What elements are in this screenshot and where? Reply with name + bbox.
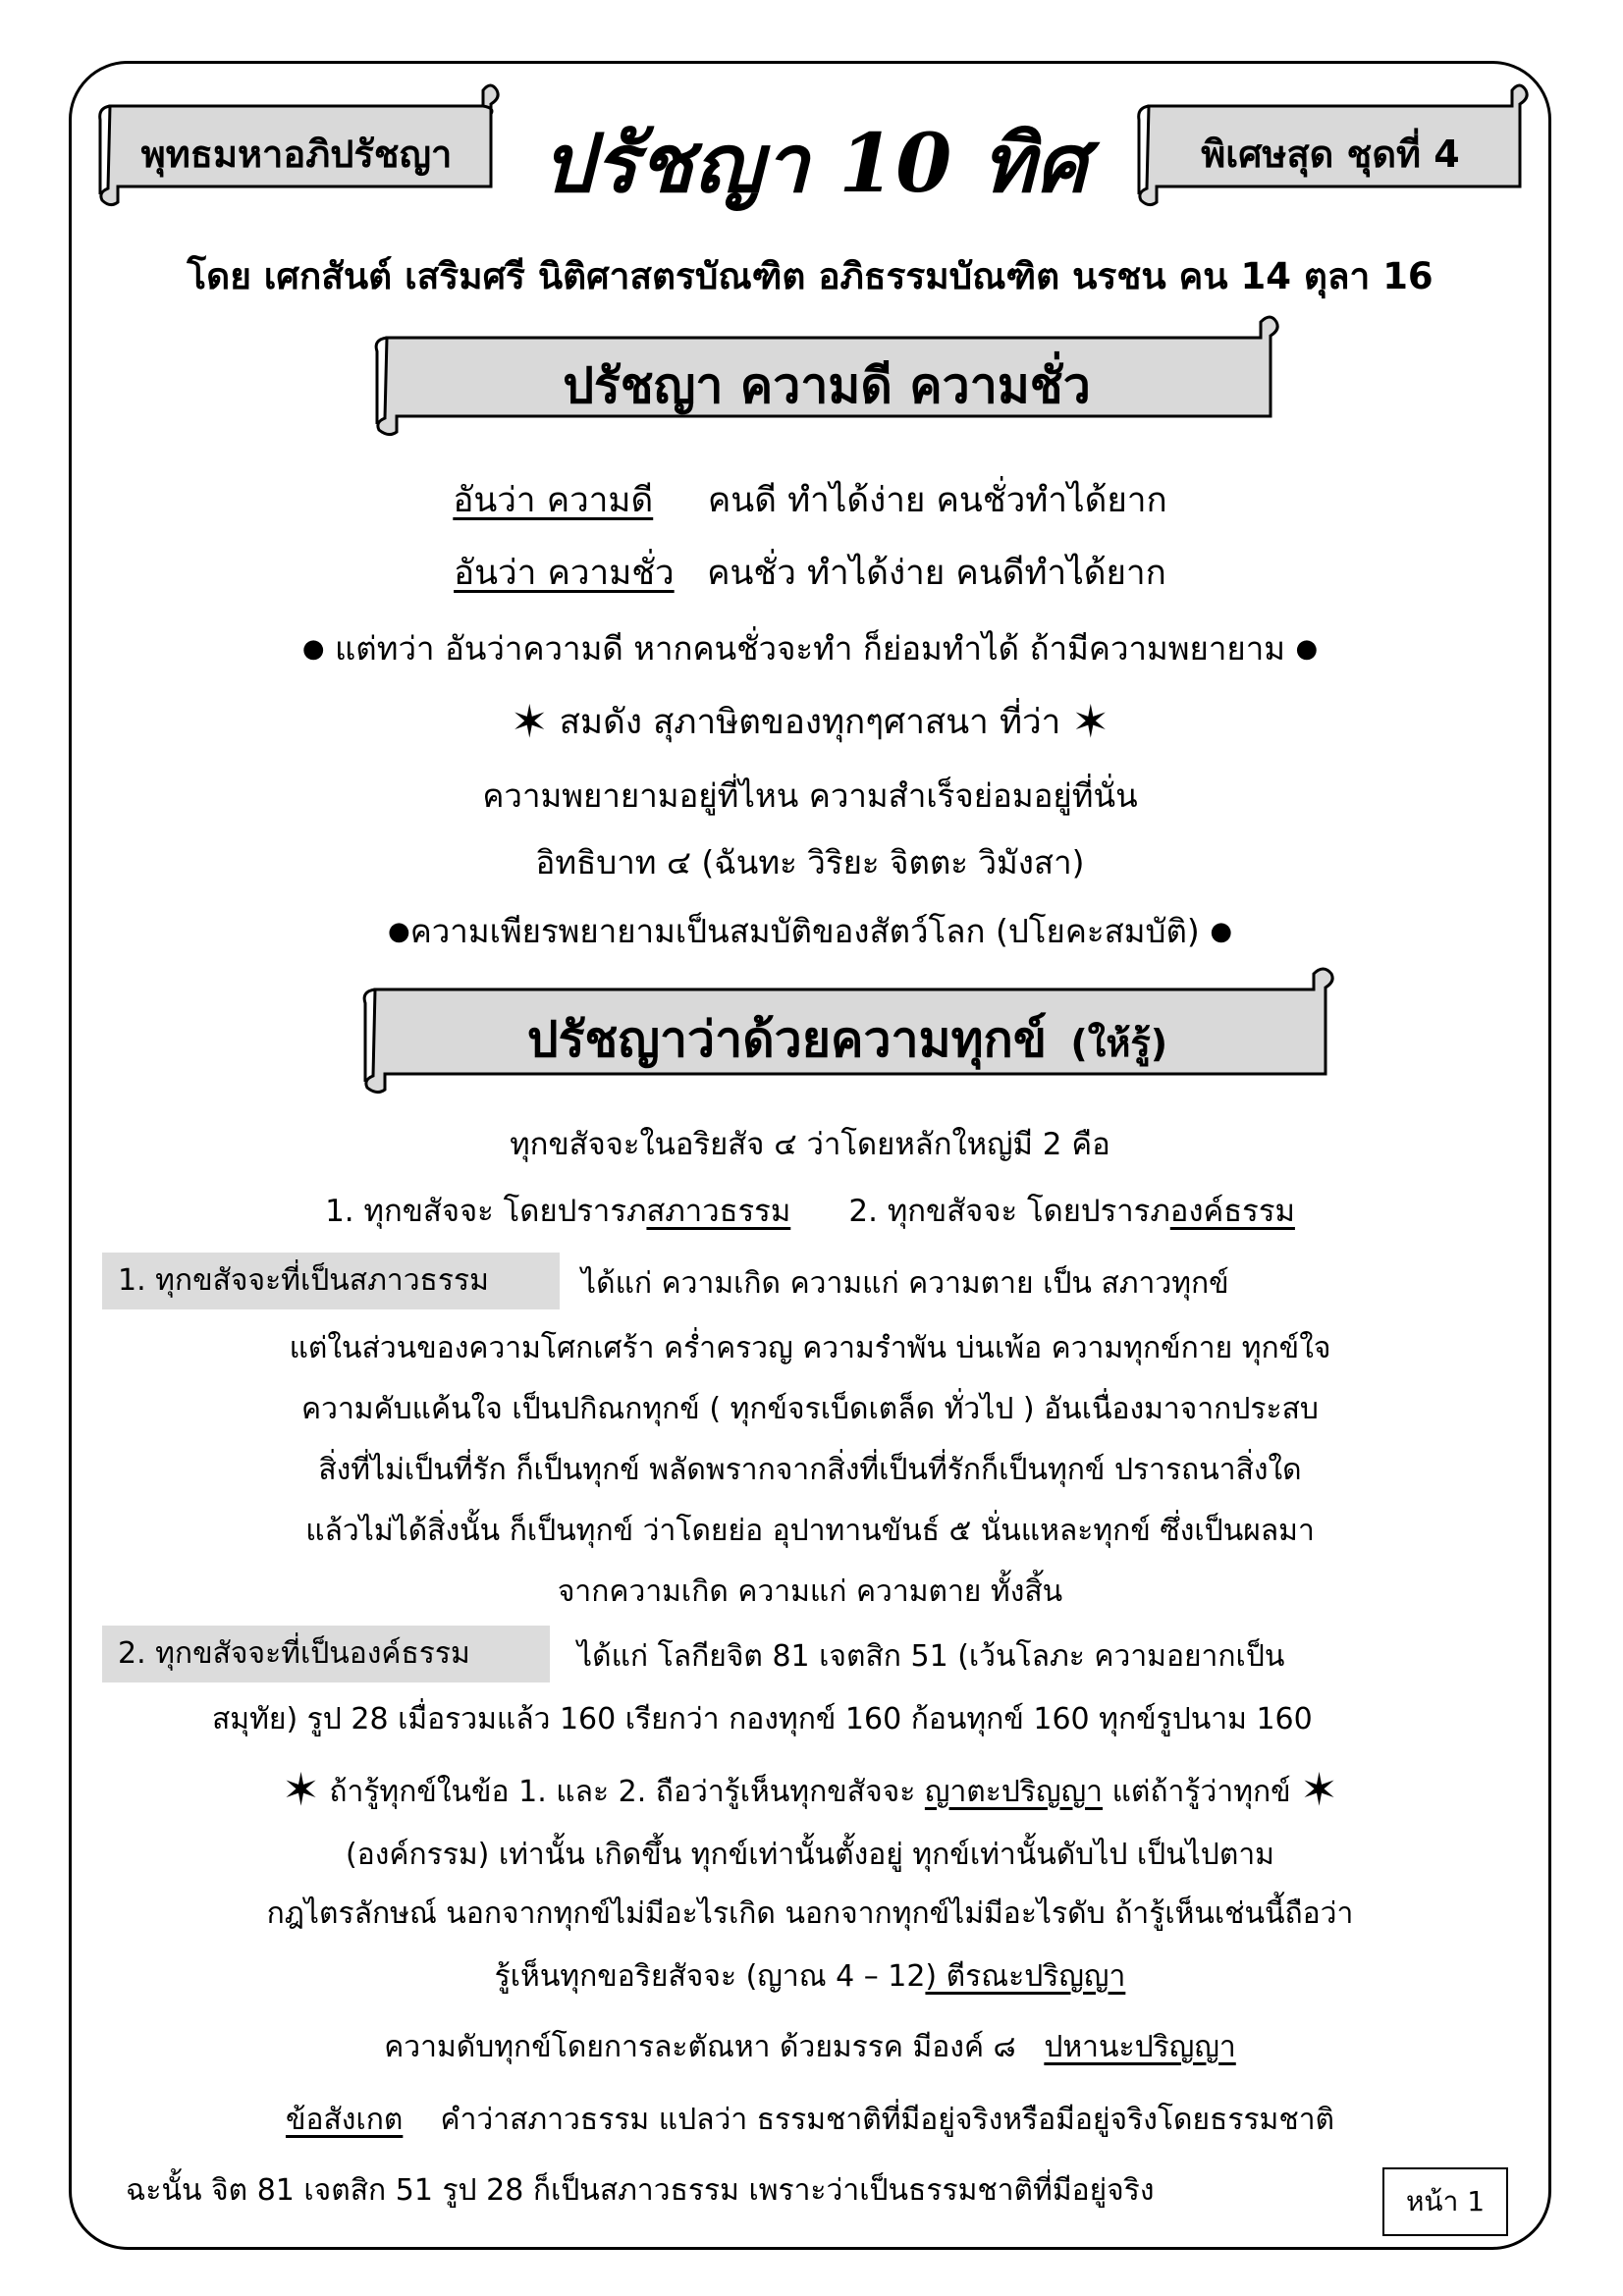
type1-underlined: สภาวธรรม — [646, 1194, 791, 1229]
banner-left — [90, 84, 503, 206]
but-text: แต่ทว่า อันว่าความดี หากคนชั่วจะทำ ก็ย่อมทำได้ ถ้ามีความพยายาม — [335, 629, 1285, 667]
section1-title: ปรัชญา ความดี ความชั่ว — [563, 357, 1091, 414]
p1-line-2: แต่ในส่วนของความโศกเศร้า คร่ำครวญ ความรำพัน บ่นเพ้อ ความทุกข์กาย ทุกข์ใจ — [289, 1331, 1331, 1365]
banner-left-text: พุทธมหาอภิปรัชญา — [140, 133, 453, 176]
knowledge-line-2: (องค์กรรม) เท่านั้น เกิดขึ้น ทุกข์เท่านั้นตั้งอยู่ ทุกข์เท่านั้นดับไป เป็นไปตาม — [346, 1838, 1274, 1872]
note-label: ข้อสังเกต — [285, 2103, 404, 2137]
bad-label: อันว่า ความชั่ว — [454, 554, 675, 593]
bullet-icon: ● — [301, 634, 325, 664]
banner-right-text: พิเศษสุด ชุดที่ 4 — [1201, 133, 1460, 176]
types-line — [108, 1186, 1512, 1235]
star-icon: ✶ — [1300, 1763, 1338, 1816]
k1-post: แต่ถ้ารู้ว่าทุกข์ — [1111, 1775, 1291, 1809]
knowledge-line-3: กฎไตรลักษณ์ นอกจากทุกข์ไม่มีอะไรเกิด นอกจากทุกข์ไม่มีอะไรดับ ถ้ารู้เห็นเช่นนี้ถือว่า — [266, 1896, 1354, 1931]
good-text: คนดี ทำได้ง่าย คนชั่วทำได้ยาก — [707, 481, 1167, 520]
note-line-1 — [108, 2097, 1512, 2143]
star-icon: ✶ — [1071, 695, 1110, 748]
p1-line-5: แล้วไม่ได้สิ่งนั้น ก็เป็นทุกข์ ว่าโดยย่อ อุปาทานขันธ์ ๕ นั่นแหละทุกข์ ซึ่งเป็นผลมา — [305, 1514, 1315, 1548]
section2-title-suffix: (ให้รู้) — [1070, 1022, 1168, 1065]
p2-label: 2. ทุกขสัจจะที่เป็นองค์ธรรม — [102, 1626, 550, 1682]
p1-line-4: สิ่งที่ไม่เป็นที่รัก ก็เป็นทุกข์ พลัดพรากจากสิ่งที่เป็นที่รักก็เป็นทุกข์ ปรารถนาสิ่งใด — [318, 1453, 1302, 1487]
bullet-icon: ● — [388, 917, 410, 946]
knowledge-line-1 — [108, 1763, 1512, 1816]
effort-line — [108, 905, 1512, 957]
bullet-icon: ● — [1295, 634, 1319, 664]
p1-line-1: ได้แก่ ความเกิด ความแก่ ความตาย เป็น สภาวทุกข์ — [581, 1266, 1229, 1301]
byline: โดย เศกสันต์ เสริมศรี นิติศาสตรบัณฑิต อภิธรรมบัณฑิต นรชน คน 14 ตุลา 16 — [187, 255, 1434, 297]
section2-title: ปรัชญาว่าด้วยความทุกข์ — [526, 1011, 1048, 1068]
star-icon: ✶ — [282, 1763, 320, 1816]
page-number: หน้า 1 — [1382, 2167, 1508, 2236]
banner-right — [1129, 84, 1532, 206]
p1-line-6: จากความเกิด ความแก่ ความตาย ทั้งสิ้น — [557, 1575, 1063, 1609]
section2-intro: ทุกขสัจจะในอริยสัจ ๔ ว่าโดยหลักใหญ่มี 2 คือ — [510, 1127, 1110, 1162]
p2-line-2: สมุทัย) รูป 28 เมื่อรวมแล้ว 160 เรียกว่า กองทุกข์ 160 ก้อนทุกข์ 160 ทุกข์รูปนาม 160 — [212, 1702, 1313, 1736]
good-line — [108, 473, 1512, 527]
type1-prefix: 1. ทุกขสัจจะ โดยปรารภ — [325, 1194, 647, 1229]
note-text-1: คำว่าสภาวธรรม แปลว่า ธรรมชาติที่มีอยู่จริงหรือมีอยู่จริงโดยธรรมชาติ — [440, 2103, 1335, 2137]
knowledge-line-5 — [108, 2024, 1512, 2070]
proverb-intro: สมดัง สุภาษิตของทุกๆศาสนา ที่ว่า — [559, 703, 1061, 742]
k4-underlined: ) ตีรณะปริญญา — [925, 1959, 1126, 1994]
k4-pre: รู้เห็นทุกขอริยสัจจะ (ญาณ 4 – 12 — [494, 1959, 926, 1994]
note-line-2: ฉะนั้น จิต 81 เจตสิก 51 รูป 28 ก็เป็นสภาวธรรม เพราะว่าเป็นธรรมชาติที่มีอยู่จริง — [126, 2173, 1155, 2208]
proverb: ความพยายามอยู่ที่ไหน ความสำเร็จย่อมอยู่ที่นั่น — [482, 776, 1138, 815]
star-icon: ✶ — [510, 695, 549, 748]
bad-text: คนชั่ว ทำได้ง่าย คนดีทำได้ยาก — [707, 554, 1166, 593]
section1-banner — [365, 316, 1288, 436]
iddhipada-line: อิทธิบาท ๔ (ฉันทะ วิริยะ จิตตะ วิมังสา) — [535, 843, 1085, 881]
proverb-intro-line — [108, 695, 1512, 749]
but-line — [108, 622, 1512, 674]
type2-underlined: องค์ธรรม — [1169, 1194, 1295, 1229]
effort-text: ความเพียรพยายามเป็นสมบัติของสัตว์โลก (ปโยคะสมบัติ) — [409, 912, 1200, 950]
k5-pre: ความดับทุกข์โดยการละตัณหา ด้วยมรรค มีองค์ ๘ — [384, 2030, 1016, 2064]
p1-line-3: ความคับแค้นใจ เป็นปกิณกทุกข์ ( ทุกข์จรเบ็ดเตล็ด ทั่วไป ) อันเนื่องมาจากประสบ — [301, 1392, 1319, 1426]
knowledge-line-4 — [108, 1953, 1512, 2000]
bullet-icon: ● — [1210, 917, 1232, 946]
good-label: อันว่า ความดี — [453, 481, 654, 520]
k5-underlined: ปหานะปริญญา — [1044, 2030, 1236, 2064]
main-title: ปรัชญา 10 ทิศ — [542, 117, 1088, 211]
bad-line — [108, 546, 1512, 600]
type2-prefix: 2. ทุกขสัจจะ โดยปรารภ — [848, 1194, 1170, 1229]
k1-pre: ถ้ารู้ทุกข์ในข้อ 1. และ 2. ถือว่ารู้เห็นทุกขสัจจะ — [329, 1775, 916, 1809]
section2-banner — [352, 968, 1343, 1094]
k1-underlined: ญาตะปริญญา — [924, 1775, 1104, 1809]
section2-title-wrap — [352, 1001, 1343, 1079]
p2-line-1: ได้แก่ โลกียจิต 81 เจตสิก 51 (เว้นโลภะ ความอยากเป็น — [577, 1639, 1285, 1674]
p1-label: 1. ทุกขสัจจะที่เป็นสภาวธรรม — [102, 1253, 560, 1309]
